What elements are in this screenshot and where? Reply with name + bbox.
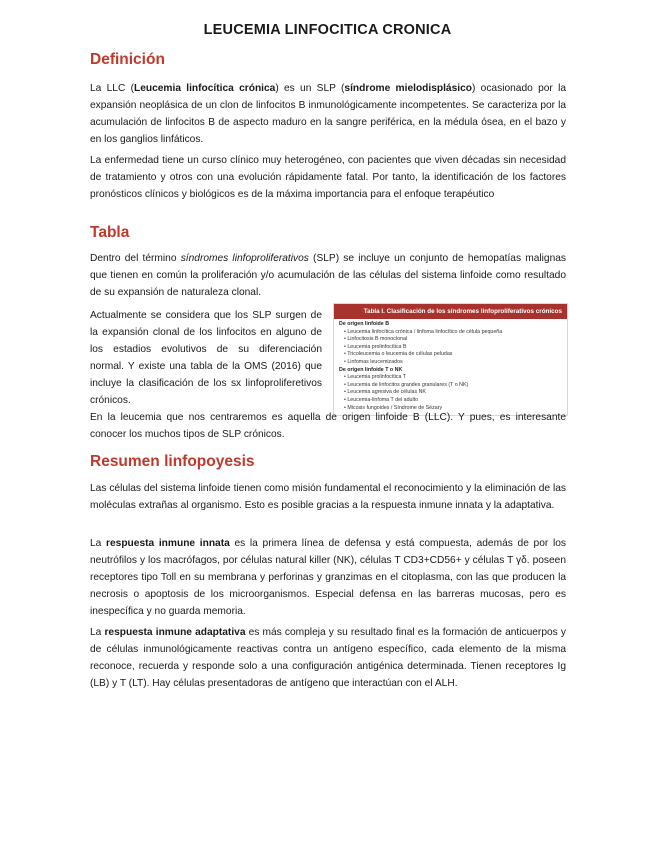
paragraph-definicion-2: La enfermedad tiene un curso clínico muy heterogéneo, con pacientes que viven décadas sin necesidad de tratamiento y otros con una evolución rápidamente fatal. Por tanto, la identificación de los factores pronósticos clínicos y biológicos es de la máxima importancia para el enfoque terapéutico (90, 155, 566, 200)
table-item: • Leucemia prolinfocítica T (344, 374, 407, 381)
paragraph-definicion-1: La LLC (Leucemia linfocítica crónica) es un SLP (síndrome mielodisplásico) ocasionado por la expansión neoplásica de un clon de linfocitos B inmunológicamente incompetentes. Se caracteriza por la acumulación de linfocitos B de aspecto maduro en la sangre periférica, en la médula ósea, en el bazo y en los ganglios linfáticos. (90, 83, 567, 145)
table-group-t-nk: De origen linfoide T o NK (339, 366, 403, 373)
table-item: • Linfocitosis B monoclonal (344, 336, 408, 343)
heading-definicion: Definición (90, 51, 165, 68)
paragraph-resumen-1: Las células del sistema linfoide tienen como misión fundamental el reconocimiento y la eliminación de las moléculas extrañas al organismo. Esto es posible gracias a la respuesta inmune innata y la adaptativa. (90, 483, 566, 511)
table-group-b: De origen linfoide B (339, 321, 390, 327)
paragraph-resumen-2: La respuesta inmune innata es la primera línea de defensa y está compuesta, además de por los neutrófilos y los macrófagos, por células natural killer (NK), células T CD3+CD56+ y células T γδ. poseen receptores tipo Toll en su membrana y perforinas y granzimas en el citoplasma, con las que producen la necrosis o apoptosis de los microorganismos. Especial defensa en las barreras mucosas, pero es inespecífica y no guarda memoria. (90, 538, 566, 617)
table-title: Tabla I. Clasificación de los síndromes linfoproliferativos crónicos (334, 304, 567, 319)
table-item: • Leucemia agresiva de células NK (344, 389, 426, 396)
heading-tabla: Tabla (90, 224, 130, 241)
table-item: • Leucemia-linfoma T del adulto (344, 396, 419, 403)
document-title: LEUCEMIA LINFOCITICA CRONICA (203, 22, 452, 38)
table-item: • Micosis fungoides / Síndrome de Sézary (344, 404, 443, 411)
paragraph-tabla-1: Dentro del término síndromes linfoproliferativos (SLP) se incluye un conjunto de hemopatías malignas que tienen en común la proliferación y/o acumulación de las células del sistema linfoide como resultado de su expansión de naturaleza clonal. (90, 253, 566, 298)
paragraph-resumen-3: La respuesta inmune adaptativa es más compleja y su resultado final es la formación de anticuerpos y de células inmunológicamente reactivas contra un antígeno específico, cada elemento de la misma reconoce, recuerda y responde solo a una configuración antigénica determinada. Tienen receptores Ig (LB) y T (LT). Hay células presentadoras de antígeno que interactúan con el ALH. (90, 627, 566, 689)
table-item: • Leucemia linfocítica crónica / linfoma linfocítico de célula pequeña (344, 328, 503, 335)
table-body (334, 319, 567, 415)
table-item: • Leucemia prolinfocítica B (344, 343, 407, 350)
table-item: • Linfomas leucemizados (344, 358, 403, 365)
classification-table (333, 303, 568, 416)
table-item: • Tricoleucemia o leucemia de células peludas (344, 351, 453, 358)
paragraph-tabla-3: En la leucemia que nos centraremos es aquella de origen linfoide B (LLC). Y pues, es interesante conocer los muchos tipos de SLP crónicos. (90, 412, 566, 440)
paragraph-tabla-2: Actualmente se considera que los SLP surgen de la expansión clonal de los linfocitos en alguno de los estadios evolutivos de su diferenciación normal. Y existe una tabla de la OMS (2016) que incluye la clasificación de los sx linfoproliferetivos crónicos. (90, 310, 322, 406)
table-item: • Leucemia de linfocitos grandes granulares (T o NK) (344, 381, 469, 388)
heading-resumen-linfopoyesis: Resumen linfopoyesis (90, 453, 255, 470)
